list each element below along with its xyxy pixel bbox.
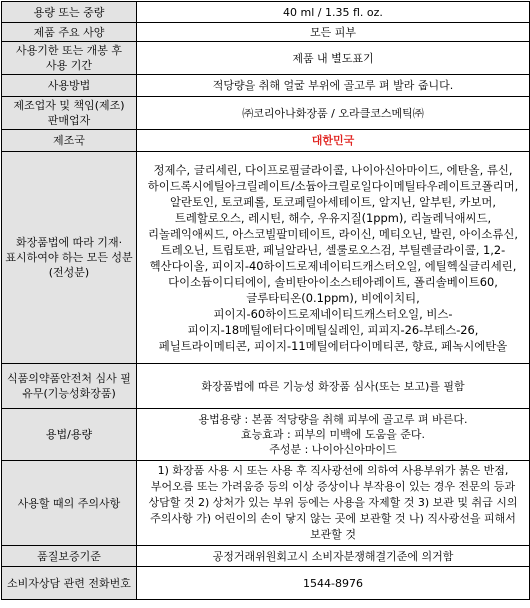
row-ingredients xyxy=(2,152,530,364)
label-phone: 소비자상담 관련 전화번호 xyxy=(2,567,137,600)
value-functional: 화장품법에 따른 기능성 화장품 심사(또는 보고)를 필함 xyxy=(137,364,530,409)
label-spec: 제품 주요 사양 xyxy=(2,23,137,42)
label-dosage: 용법/용량 xyxy=(2,409,137,461)
row-spec xyxy=(2,23,530,42)
dosage-line-ingredient: 주성분 : 나이아신아마이드 xyxy=(269,443,397,456)
value-expiry: 제품 내 별도표기 xyxy=(137,42,530,75)
label-manufacturer: 제조업자 및 책임(제조)판매업자 xyxy=(2,97,137,130)
label-country: 제조국 xyxy=(2,130,137,152)
value-caution: 1) 화장품 사용 시 또는 사용 후 직사광선에 의하여 사용부위가 붉은 반점, 부어오름 또는 가려움증 등의 이상 증상이나 부작용이 있는 경우 전문의 등과 상담할 것 2) 상처가 있는 부위 등에는 사용을 자제할 것 3) 보관 및 취급 시의 주의사항 가) 어린이의 손이 닿지 않는 곳에 보관할 것 나) 직사광선을 피해서 보관할 것 xyxy=(137,461,530,546)
value-dosage xyxy=(137,409,530,461)
row-phone xyxy=(2,567,530,600)
row-expiry xyxy=(2,42,530,75)
label-usage: 사용방법 xyxy=(2,75,137,97)
row-functional xyxy=(2,364,530,409)
dosage-line-usage: 용법용량 : 본품 적당량을 취해 피부에 골고루 펴 바른다. xyxy=(198,413,468,426)
label-caution: 사용할 때의 주의사항 xyxy=(2,461,137,546)
value-ingredients: 정제수, 글리세린, 다이프로필글라이콜, 나이아신아마이드, 에탄올, 류신, 하이드록시에틸아크릴레이트/소듐아크릴로일다이메틸타우레이트코폴리머, 알란토인, 토코페롤, 토코페릴아세테이트, 알지닌, 알부틴, 카보머, 트레할로오스, 레시틴, 해수, 우유지질(1ppm), 리놀레닉애씨드, 리놀레익애씨드, 아스코빌팔미테이트, 라이신, 메티오닌, 발린, 아이소류신, 트레오닌, 트립토판, 페닐알라닌, 셀룰로오스검, 부틸렌글라이콜, 1,2-헥산다이올, 피이지-40하이드로제네이티드캐스터오일, 에틸헥실글리세린, 다이소듐이디티에이, 솔비탄아이소스테아레이트, 폴리솔베이트60, 글루타티온(0.1ppm), 비에이치티, 피이지-60하이드로제네이티드캐스터오일, 비스-피이지-18메틸에터다이메틸실레인, 피피지-26-부테스-26, 페닐트라이메티콘, 피이지-11메틸에터다이메티콘, 향료, 페녹시에탄올 xyxy=(137,152,530,364)
label-functional: 식품의약품안전처 심사 필 유무(기능성화장품) xyxy=(2,364,137,409)
row-quality xyxy=(2,546,530,567)
product-info-table xyxy=(1,1,530,600)
value-usage: 적당량을 취해 얼굴 부위에 골고루 펴 발라 줍니다. xyxy=(137,75,530,97)
row-dosage xyxy=(2,409,530,461)
label-quality: 품질보증기준 xyxy=(2,546,137,567)
value-phone: 1544-8976 xyxy=(137,567,530,600)
value-volume: 40 ml / 1.35 fl. oz. xyxy=(137,2,530,23)
value-spec: 모든 피부 xyxy=(137,23,530,42)
label-volume: 용량 또는 중량 xyxy=(2,2,137,23)
row-country xyxy=(2,130,530,152)
label-ingredients: 화장품법에 따라 기재·표시하여야 하는 모든 성분(전성분) xyxy=(2,152,137,364)
value-quality: 공정거래위원회고시 소비자분쟁해결기준에 의거함 xyxy=(137,546,530,567)
dosage-line-effect: 효능효과 : 피부의 미백에 도움을 준다. xyxy=(240,428,426,441)
row-volume xyxy=(2,2,530,23)
value-country: 대한민국 xyxy=(137,130,530,152)
row-caution xyxy=(2,461,530,546)
row-manufacturer xyxy=(2,97,530,130)
row-usage xyxy=(2,75,530,97)
label-expiry: 사용기한 또는 개봉 후 사용 기간 xyxy=(2,42,137,75)
value-manufacturer: ㈜코리아나화장품 / 오라클코스메틱㈜ xyxy=(137,97,530,130)
